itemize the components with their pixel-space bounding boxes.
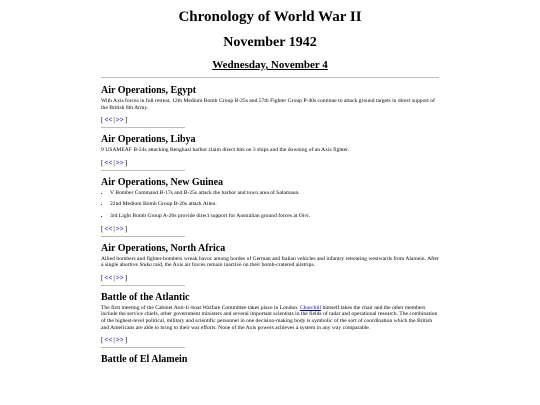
section-heading: Air Operations, Libya xyxy=(101,134,196,146)
italic-term: Stuka xyxy=(139,262,152,269)
section-nav xyxy=(101,116,439,124)
section-divider xyxy=(101,170,185,171)
section-heading: Battle of El Alamein xyxy=(101,354,188,366)
nav-open-bracket: [ xyxy=(101,224,104,233)
list-item: • V Bomber Command B-17s and B-25s attack the harbor and town area of Salamaua. xyxy=(110,190,439,197)
section-air-operations-egypt xyxy=(101,85,439,128)
month-heading: November 1942 xyxy=(223,35,317,50)
nav-close-bracket: ] xyxy=(124,336,128,345)
nav-separator: | xyxy=(113,224,115,233)
list-item: • 3rd Light Bomb Group A-20s provide direct support for Australian ground forces at Oivi. xyxy=(110,213,439,220)
text-part: Allied bombers and fighter-bombers wreak havoc among hordes of German and Italian vehicles and infantry retreating westwards from Alamein. After a single abortive xyxy=(101,255,439,269)
section-nav xyxy=(101,225,439,233)
text-part: raid, the Axis air forces remain inactive on their bomb-cratered airstrips. xyxy=(151,262,316,269)
next-arrow-icon[interactable]: >> xyxy=(115,158,124,167)
prev-arrow-icon[interactable]: << xyxy=(104,336,113,345)
nav-close-bracket: ] xyxy=(124,273,128,282)
nav-separator: | xyxy=(113,336,115,345)
nav-open-bracket: [ xyxy=(101,336,104,345)
date-heading: Wednesday, November 4 xyxy=(212,59,328,71)
section-text: 9 USAMEAF B-24s attacking Benghazi harbor claim direct hits on 3 ships and the downing of an Axis fighter. xyxy=(101,147,350,154)
header-divider xyxy=(101,77,439,78)
nav-open-bracket: [ xyxy=(101,116,104,125)
text-part: The first meeting of the Cabinet Anti-U-boat Warfare Committee takes place in London. xyxy=(101,304,300,311)
section-text xyxy=(101,305,439,331)
section-battle-of-el-alamein xyxy=(101,354,439,366)
section-air-operations-north-africa xyxy=(101,243,439,286)
nav-close-bracket: ] xyxy=(124,158,128,167)
nav-close-bracket: ] xyxy=(124,224,128,233)
page-title: Chronology of World War II xyxy=(178,9,362,25)
text-part: himself takes the chair and the other members include the service chiefs, other government ministers and several important scientists in the fields of radar and operational research. The combination of the highest-level political, military and scientific personnel in one decision-making body is symbolic of the sort of coordination which the British and Americans are able to bring to their war efforts. None of the Axis powers achieves a system in any way comparable. xyxy=(101,304,438,331)
section-text xyxy=(101,256,439,269)
nav-close-bracket: ] xyxy=(124,116,128,125)
section-text: With Axis forces in full retreat, 12th Medium Bomb Group B-25s and 57th Fighter Group P-40s continue to attack ground targets in direct support of the British 8th Army. xyxy=(101,98,435,111)
nav-open-bracket: [ xyxy=(101,158,104,167)
list-item: • 22nd Medium Bomb Group B-26s attack Aileu. xyxy=(110,201,439,208)
nav-separator: | xyxy=(113,158,115,167)
nav-separator: | xyxy=(113,273,115,282)
prev-arrow-icon[interactable]: << xyxy=(104,158,113,167)
churchill-link[interactable]: Churchill xyxy=(299,304,322,311)
section-air-operations-libya xyxy=(101,134,439,171)
nav-separator: | xyxy=(113,116,115,125)
next-arrow-icon[interactable]: >> xyxy=(115,336,124,345)
section-air-operations-new-guinea xyxy=(101,177,439,237)
section-nav xyxy=(101,159,439,167)
section-divider xyxy=(101,127,185,128)
nav-open-bracket: [ xyxy=(101,273,104,282)
section-divider xyxy=(101,285,185,286)
section-heading: Battle of the Atlantic xyxy=(101,291,190,303)
chronology-content xyxy=(101,85,439,367)
prev-arrow-icon[interactable]: << xyxy=(104,224,113,233)
section-battle-of-the-atlantic xyxy=(101,292,439,348)
next-arrow-icon[interactable]: >> xyxy=(115,116,124,125)
section-list xyxy=(101,190,439,220)
section-divider xyxy=(101,347,185,348)
prev-arrow-icon[interactable]: << xyxy=(104,273,113,282)
section-heading: Air Operations, North Africa xyxy=(101,242,226,254)
section-nav xyxy=(101,274,439,282)
next-arrow-icon[interactable]: >> xyxy=(115,224,124,233)
section-divider xyxy=(101,236,185,237)
next-arrow-icon[interactable]: >> xyxy=(115,273,124,282)
section-heading: Air Operations, Egypt xyxy=(101,85,197,96)
prev-arrow-icon[interactable]: << xyxy=(104,116,113,125)
section-heading: Air Operations, New Guinea xyxy=(101,176,224,188)
section-nav xyxy=(101,336,439,344)
